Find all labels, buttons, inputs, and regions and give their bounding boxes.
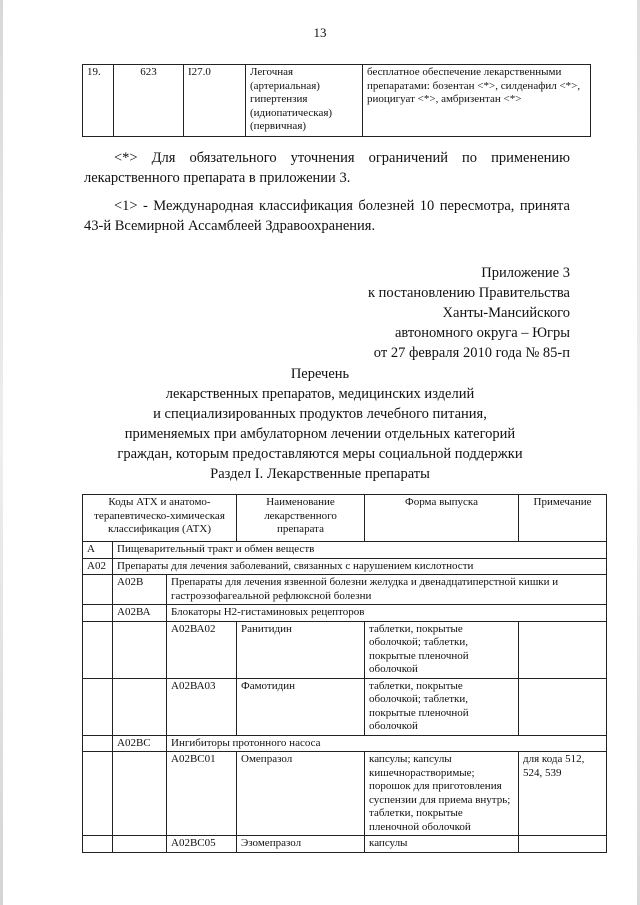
drug-form: таблетки, покрытые оболочкой; таблетки, покрытые пленочной оболочкой [365, 621, 519, 678]
page-number: 13 [313, 25, 327, 40]
table-row [83, 836, 607, 853]
atc-code: А02ВА [113, 605, 167, 622]
drug-note: для кода 512, 524, 539 [519, 752, 607, 836]
appendix-header [368, 263, 570, 363]
atc-code: А02ВС05 [167, 836, 237, 853]
drug-form: капсулы; капсулы кишечнорастворимые; порошок для приготовления суспензии для приема внутрь; таблетки, покрытые пленочной оболочкой [365, 752, 519, 836]
footnote-star: <*> Для обязательного уточнения ограничений по применению лекарственного препарата в приложении 3. [84, 150, 570, 186]
atc-group: Блокаторы Н2-гистаминовых рецепторов [167, 605, 607, 622]
table-row [83, 65, 591, 137]
appendix-line: к постановлению Правительства [368, 285, 570, 301]
appendix-line: Приложение 3 [481, 265, 570, 281]
document-title [0, 364, 640, 464]
atc-code: А02 [83, 558, 113, 575]
atc-group: Препараты для лечения язвенной болезни желудка и двенадцатиперстной кишки и гастроэзофагеальной рефлюксной болезни [167, 575, 607, 605]
drug-name: Омепразол [237, 752, 365, 836]
atc-group: Пищеварительный тракт и обмен веществ [113, 542, 607, 559]
header-note: Примечание [519, 495, 607, 542]
header-name: Наименование лекарственного препарата [237, 495, 365, 542]
atc-group: Препараты для лечения заболеваний, связанных с нарушением кислотности [113, 558, 607, 575]
atc-code: А [83, 542, 113, 559]
appendix-line: от 27 февраля 2010 года № 85-п [373, 345, 570, 361]
title-line: и специализированных продуктов лечебного питания, [153, 406, 487, 422]
appendix-line: автономного округа – Югры [394, 325, 570, 341]
header-form: Форма выпуска [365, 495, 519, 542]
title-line: лекарственных препаратов, медицинских изделий [165, 386, 475, 402]
table-row [83, 678, 607, 735]
category-code: 623 [114, 65, 184, 137]
disease-name: Легочная (артериальная) гипертензия (идиопатическая) (первичная) [246, 65, 363, 137]
table-row [83, 735, 607, 752]
atc-code: А02ВА03 [167, 678, 237, 735]
disease-table-fragment [82, 64, 591, 137]
title-line: применяемых при амбулаторном лечении отдельных категорий [124, 426, 516, 442]
appendix-line: Ханты-Мансийского [442, 305, 570, 321]
table-row [83, 575, 607, 605]
atc-code: А02ВС [113, 735, 167, 752]
atc-code: А02В [113, 575, 167, 605]
table-row [83, 605, 607, 622]
footnote-one: <1> - Международная классификация болезней 10 пересмотра, принята 43-й Всемирной Ассамблеей Здравоохранения. [84, 198, 570, 234]
title-line: Перечень [290, 366, 350, 382]
drug-form: капсулы [365, 836, 519, 853]
drug-name: Фамотидин [237, 678, 365, 735]
table-row [83, 558, 607, 575]
table-row [83, 752, 607, 836]
table-row [83, 621, 607, 678]
drug-table [82, 494, 607, 853]
table-row [83, 542, 607, 559]
header-codes: Коды АТХ и анатомо-терапевтическо-химическая классификация (АТХ) [83, 495, 237, 542]
drug-form: таблетки, покрытые оболочкой; таблетки, покрытые пленочной оболочкой [365, 678, 519, 735]
table-header-row [83, 495, 607, 542]
provision-text: бесплатное обеспечение лекарственными препаратами: бозентан <*>, силденафил <*>, риоцигуат <*>, амбризентан <*> [363, 65, 591, 137]
drug-name: Ранитидин [237, 621, 365, 678]
section-title: Раздел I. Лекарственные препараты [210, 466, 430, 482]
atc-code: А02ВС01 [167, 752, 237, 836]
atc-code: А02ВА02 [167, 621, 237, 678]
atc-group: Ингибиторы протонного насоса [167, 735, 607, 752]
icd-code: I27.0 [184, 65, 246, 137]
title-line: граждан, которым предоставляются меры социальной поддержки [117, 446, 523, 462]
row-number: 19. [83, 65, 114, 137]
drug-name: Эзомепразол [237, 836, 365, 853]
